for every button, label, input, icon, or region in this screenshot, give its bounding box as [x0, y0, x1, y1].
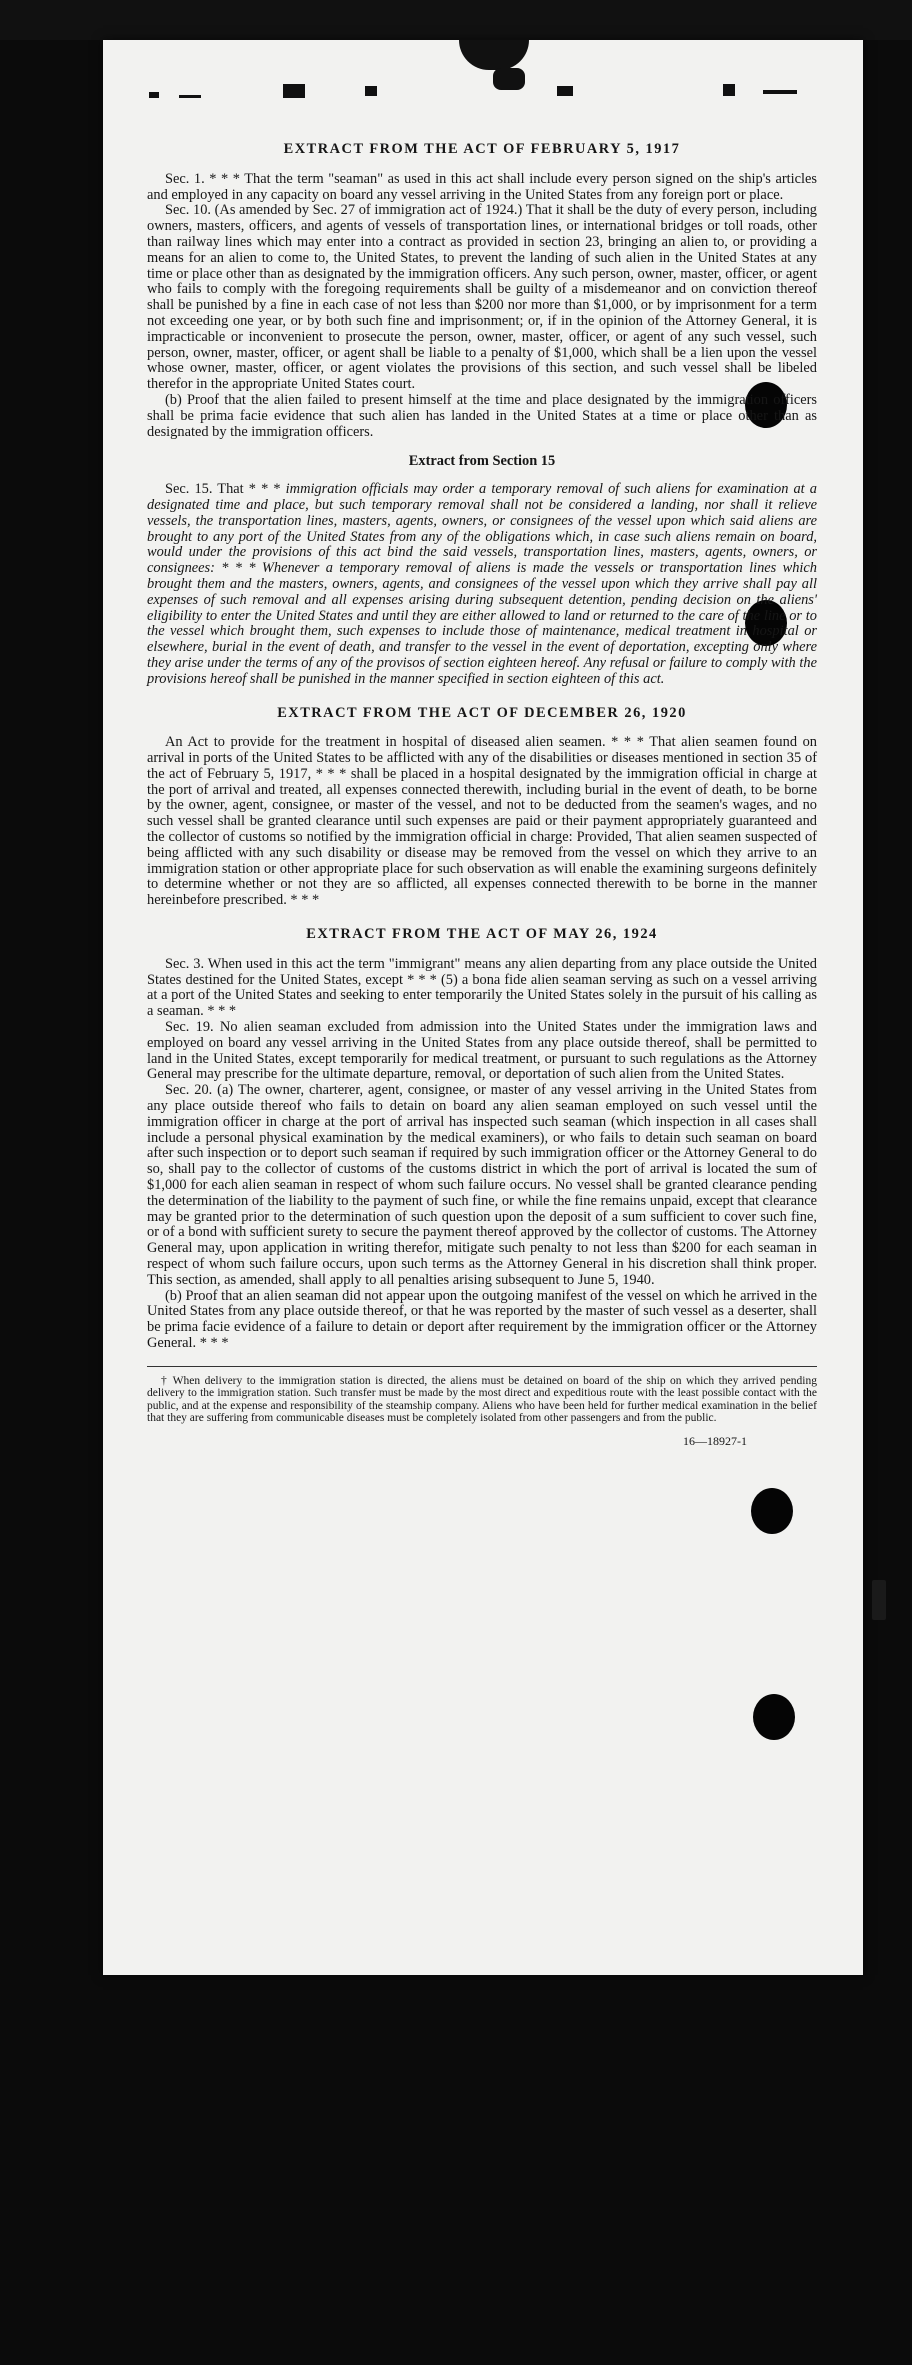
torn-top-edge: [103, 40, 863, 110]
scan-mark: [763, 90, 797, 94]
section-heading: EXTRACT FROM THE ACT OF MAY 26, 1924: [306, 926, 658, 943]
paragraph: Sec. 19. No alien seaman excluded from admission into the United States under the immigration laws and employed on board any vessel arriving in the United States from any place outside thereof, shall be permitted to land in the United States, except temporarily for medical treatment, or pursuant to such regulations as the Attorney General may prescribe for the ultimate departure, removal, or deportation of such alien from the United States.: [147, 1019, 817, 1083]
paragraph: Sec. 20. (a) The owner, charterer, agent, consignee, or master of any vessel arriving in the United States from any place outside thereof who fails to detain on board any alien seaman employed on such vessel until the immigration officer in charge at the port of arrival has inspected such seaman (which inspection in all cases shall include a personal physical examination by the medical examiners), or who fails to detain such seaman on board after such inspection or to deport such seaman if required by such immigration officer or the Attorney General to do so, shall pay to the collector of customs of the customs district in which the port of arrival is located the sum of $1,000 for each alien seaman in respect of whom such failure occurs. No vessel shall be granted clearance pending the determination of the liability to the payment of such fine, or while the fine remains unpaid, except that clearance may be granted prior to the determination of such question upon the deposit of a sum sufficient to cover such fine, or of a bond with sufficient surety to secure the payment thereof approved by the collector of customs. The Attorney General may, upon application in writing therefor, mitigate such penalty to not less than $200 for each seaman in respect of whom such failure occurs, upon such terms as the Attorney General in his discretion shall think proper. This section, as amended, shall apply to all penalties arising subsequent to June 5, 1940.: [147, 1082, 817, 1288]
scan-mark: [149, 92, 159, 98]
paragraph-italic-text: immigration officials may order a temporary removal of such aliens for examination at a designated time and place, but such temporary removal shall not be considered a landing, nor shall it relieve vessels, the transportation lines, masters, agents, owners, or consignees of the vessel upon which said aliens are brought to any port of the United States from any of the obligations which, in case such aliens remain on board, would under the provisions of this act bind the said vessels, transportation lines, masters, agents, owners, or consignees: * * * Whenever a temporary removal of aliens is made the vessels or transportation lines which brought them and the masters, owners, agents, and consignees of the vessel upon which they arrive shall pay all expenses of such removal and all expenses arising during subsequent detention, pending decision on the aliens' eligibility to enter the United States and until they are either allowed to land or returned to the care of the line or to the vessel which brought them, such expenses to include those of maintenance, medical treatment in hospital or elsewhere, burial in the event of death, and transfer to the vessel in the event of deportation, excepting only where they arise under the terms of any of the provisos of section eighteen hereof. Any refusal or failure to comply with the provisions hereof shall be punished in the manner specified in section eighteen of this act.: [147, 481, 817, 687]
paragraph: Sec. 10. (As amended by Sec. 27 of immigration act of 1924.) That it shall be the duty of every person, including owners, masters, officers, and agents of vessels of transportation lines, or international bridges or toll roads, other than railway lines which may enter into a contract as provided in section 23, bringing an alien to, or providing a means for an alien to come to, the United States, to prevent the landing of such alien in the United States at any time or place other than as designated by the immigration officers. Any such person, owner, master, officer, or agent who fails to comply with the foregoing requirements shall be guilty of a misdemeanor and on conviction thereof shall be punished by a fine in each case of not less than $200 nor more than $1,000, or by imprisonment for a term not exceeding one year, or by both such fine and imprisonment; or, if in the opinion of the Attorney General, it is impracticable or inconvenient to prosecute the person, owner, master, officer, or agent of any such vessel, such person, owner, master, officer, or agent shall be liable to a penalty of $1,000, which shall be a lien upon the vessel whose owner, master, officer, or agent violates the provisions of this section, and such vessel shall be libeled therefor in the appropriate United States court.: [147, 202, 817, 393]
scan-mark: [872, 1580, 886, 1620]
form-number: 16—18927-1: [683, 1434, 747, 1449]
paragraph: (b) Proof that the alien failed to present himself at the time and place designated by the immigration officers shall be prima facie evidence that such alien has landed in the United States at a time or place other than as designated by the immigration officers.: [147, 391, 817, 440]
scan-mark: [365, 86, 377, 96]
scan-mark: [283, 84, 305, 98]
paragraph-prefix: Sec. 15. That * * *: [165, 481, 286, 498]
paragraph: Sec. 1. * * * That the term "seaman" as used in this act shall include every person signed on the ship's articles and employed in any capacity on board any vessel arriving in the United States from any foreign port or place.: [147, 170, 817, 203]
scan-mark: [723, 84, 735, 96]
scan-mark: [459, 40, 529, 70]
section-heading: EXTRACT FROM THE ACT OF DECEMBER 26, 1920: [277, 704, 687, 721]
footnote-divider: [147, 1366, 817, 1367]
section-heading: EXTRACT FROM THE ACT OF FEBRUARY 5, 1917: [283, 141, 681, 157]
scan-mark: [493, 68, 525, 90]
footnote: † When delivery to the immigration station is directed, the aliens must be detained on board of the ship on which they arrived pending delivery to the immigration station. Such transfer must be made by the most direct and expeditious route with the least possible contact with the public, and at the expense and responsibility of the steamship company. Aliens who have been held for further medical examination in the belief that they are suffering from communicable diseases must be completely isolated from other passengers and from the public.: [147, 1374, 817, 1424]
document-page: [103, 40, 863, 1975]
punch-hole: [753, 1694, 795, 1740]
paragraph: (b) Proof that an alien seaman did not appear upon the outgoing manifest of the vessel on which he arrived in the United States from any place outside thereof, or that he was reported by the master of such vessel as a deserter, shall be prima facie evidence of a failure to detain or deport after requirement by the immigration officer or the Attorney General. * * *: [147, 1287, 817, 1351]
paragraph: [147, 482, 817, 687]
section-heading: Extract from Section 15: [408, 453, 556, 470]
scan-backdrop-top: [0, 0, 912, 40]
paragraph: Sec. 3. When used in this act the term "immigrant" means any alien departing from any place outside the United States destined for the United States, except * * * (5) a bona fide alien seaman serving as such on a vessel arriving at a port of the United States and seeking to enter temporarily the United States solely in the pursuit of his calling as a seaman. * * *: [147, 955, 817, 1020]
paragraph: An Act to provide for the treatment in hospital of diseased alien seamen. * * * That alien seamen found on arrival in ports of the United States to be afflicted with any of the disabilities or diseases mentioned in section 35 of the act of February 5, 1917, * * * shall be placed in a hospital designated by the immigration official in charge at the port of arrival and treated, all expenses connected therewith, including burial in the event of death, to be borne by the owner, agent, consignee, or master of the vessel, and not to be deducted from the seamen's wages, and no such vessel shall be granted clearance until such expenses are paid or their payment appropriately guaranteed and the collector of customs so notified by the immigration official in charge: Provided, That alien seamen suspected of being afflicted with any such disability or disease may be removed from the vessel on which they arrive to an immigration station or other appropriate place for such observation as will enable the examining surgeons definitely to determine whether or not they are so afflicted, all expenses connected therewith to be borne in the manner hereinbefore prescribed. * * *: [147, 734, 817, 909]
scan-mark: [179, 95, 201, 98]
document-body: [147, 142, 817, 1450]
scan-mark: [557, 86, 573, 96]
punch-hole: [751, 1488, 793, 1534]
